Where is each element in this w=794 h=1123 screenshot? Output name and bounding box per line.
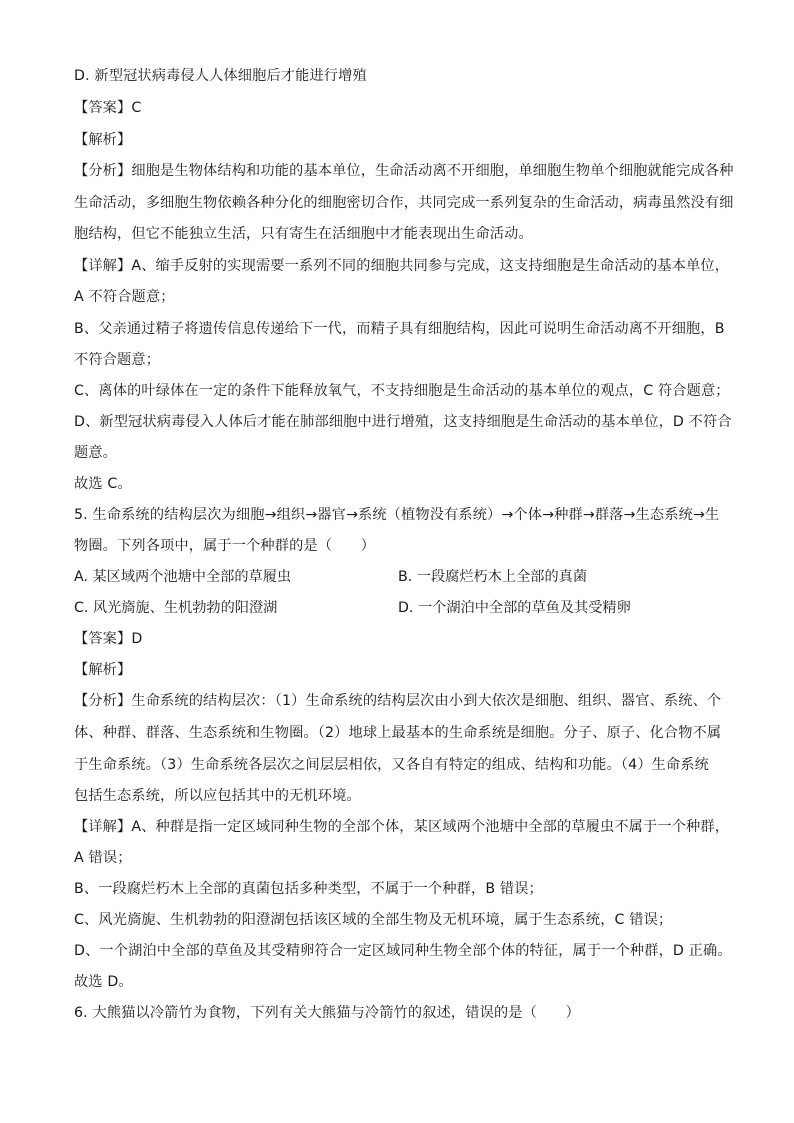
q5-xiangjie-line: 【详解】A、种群是指一定区域同种生物的全部个体，某区域两个池塘中全部的草履虫不属于一个种群， bbox=[74, 819, 730, 835]
q5-option-a: A. 某区域两个池塘中全部的草履虫 bbox=[74, 569, 292, 585]
q5-fenxi-line: 体、种群、群落、生态系统和生物圈。（2）地球上最基本的生命系统是细胞。分子、原子、化合物不属 bbox=[74, 725, 722, 741]
q4-xiangjie-line: 题意。 bbox=[74, 445, 118, 461]
q5-fenxi-line: 于生命系统。（3）生命系统各层次之间层层相依，又各自有特定的组成、结构和功能。（4）生命系统 bbox=[74, 757, 710, 773]
q5-fenxi-line: 包括生态系统，所以应包括其中的无机环境。 bbox=[74, 788, 361, 804]
q4-fenxi-line: 生命活动，多细胞生物依赖各种分化的细胞密切合作，共同完成一系列复杂的生命活动，病毒虽然没有细 bbox=[74, 195, 734, 211]
q5-xiangjie-line: D、一个湖泊中全部的草鱼及其受精卵符合一定区域同种生物全部个体的特征，属于一个种群，D 正确。 bbox=[74, 943, 732, 959]
q4-xiangjie-line: C、离体的叶绿体在一定的条件下能释放氧气，不支持细胞是生命活动的基本单位的观点，C 符合题意； bbox=[74, 383, 730, 399]
q5-answer: 【答案】D bbox=[74, 631, 143, 647]
q4-fenxi-line: 胞结构，但它不能独立生活，只有寄生在活细胞中才能表现出生命活动。 bbox=[74, 226, 533, 242]
q5-stem-line: 物圈。下列各项中，属于一个种群的是（ ） bbox=[74, 538, 376, 554]
q5-xiangjie-line: C、风光旖旎、生机勃勃的阳澄湖包括该区域的全部生物及无机环境，属于生态系统，C 错误； bbox=[74, 912, 673, 928]
q4-xiangjie-line: A 不符合题意； bbox=[74, 289, 175, 305]
q5-stem-line: 5. 生命系统的结构层次为细胞→组织→器官→系统（植物没有系统）→个体→种群→群落→生态系统→生 bbox=[74, 507, 720, 523]
q4-analysis-heading: 【解析】 bbox=[74, 132, 132, 148]
q4-answer: 【答案】C bbox=[74, 100, 142, 116]
q4-conclusion: 故选 C。 bbox=[74, 476, 132, 492]
q5-option-c: C. 风光旖旎、生机勃勃的阳澄湖 bbox=[74, 600, 278, 616]
q4-xiangjie-line: B、父亲通过精子将遗传信息传递给下一代，而精子具有细胞结构，因此可说明生命活动离不开细胞，B bbox=[74, 321, 725, 337]
q4-xiangjie-line: D、新型冠状病毒侵入人体后才能在肺部细胞中进行增殖，这支持细胞是生命活动的基本单位，D 不符合 bbox=[74, 414, 732, 430]
q5-conclusion: 故选 D。 bbox=[74, 974, 133, 990]
q4-fenxi-line: 【分析】细胞是生物体结构和功能的基本单位，生命活动离不开细胞，单细胞生物单个细胞就能完成各种 bbox=[74, 163, 734, 179]
q6-stem: 6. 大熊猫以冷箭竹为食物，下列有关大熊猫与冷箭竹的叙述，错误的是（ ） bbox=[74, 1005, 580, 1021]
q4-xiangjie-line: 【详解】A、缩手反射的实现需要一系列不同的细胞共同参与完成，这支持细胞是生命活动的基本单位， bbox=[74, 258, 730, 274]
q5-xiangjie-line: A 错误； bbox=[74, 850, 132, 866]
q4-xiangjie-line: 不符合题意； bbox=[74, 352, 161, 368]
q4-option-d: D. 新型冠状病毒侵人人体细胞后才能进行增殖 bbox=[74, 68, 367, 84]
q5-analysis-heading: 【解析】 bbox=[74, 662, 132, 678]
q5-fenxi-line: 【分析】生命系统的结构层次：（1）生命系统的结构层次由小到大依次是细胞、组织、器官、系统、个 bbox=[74, 693, 722, 709]
q5-option-b: B. 一段腐烂朽木上全部的真菌 bbox=[398, 569, 588, 585]
q5-xiangjie-line: B、一段腐烂朽木上全部的真菌包括多种类型，不属于一个种群，B 错误； bbox=[74, 881, 543, 897]
q5-option-d: D. 一个湖泊中全部的草鱼及其受精卵 bbox=[398, 600, 631, 616]
